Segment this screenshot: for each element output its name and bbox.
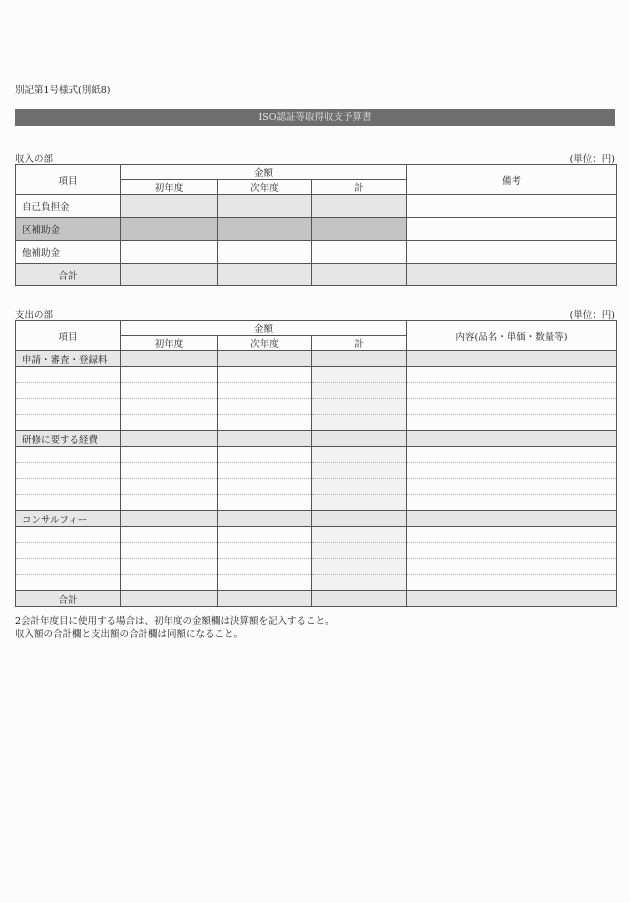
income-table [15, 164, 617, 286]
expense-details-cell[interactable] [407, 527, 617, 543]
expense-cell[interactable] [312, 351, 407, 367]
expense-total-cell[interactable] [312, 527, 407, 543]
income-cell[interactable] [312, 241, 407, 264]
expense-header-item: 項目 [16, 321, 121, 351]
table-row [16, 218, 617, 241]
expense-total-cell[interactable] [312, 495, 407, 511]
expense-header-total: 計 [312, 336, 407, 351]
expense-header-first-year: 初年度 [121, 336, 218, 351]
expense-header-amount: 金額 [121, 321, 407, 336]
expense-cell[interactable] [218, 511, 312, 527]
expense-cell[interactable] [16, 527, 121, 543]
income-row-label: 自己負担金 [16, 195, 121, 218]
expense-header-next-year: 次年度 [218, 336, 312, 351]
expense-cell[interactable] [121, 575, 218, 591]
expense-cell[interactable] [218, 351, 312, 367]
expense-unit-label: (単位：円) [569, 310, 615, 321]
expense-cell[interactable] [312, 431, 407, 447]
expense-cell[interactable] [121, 479, 218, 495]
expense-header-details: 内容(品名・単価・数量等) [407, 321, 617, 351]
expense-cell[interactable] [121, 463, 218, 479]
income-cell[interactable] [312, 195, 407, 218]
expense-cell[interactable] [16, 447, 121, 463]
income-header-total: 計 [312, 180, 407, 195]
table-row [16, 367, 617, 383]
income-cell[interactable] [121, 218, 218, 241]
income-header-next-year: 次年度 [218, 180, 312, 195]
expense-total-cell[interactable] [312, 559, 407, 575]
income-section-label: 収入の部 [15, 154, 54, 165]
expense-cell[interactable] [407, 511, 617, 527]
expense-details-cell[interactable] [407, 463, 617, 479]
expense-cell[interactable] [121, 447, 218, 463]
expense-cell[interactable] [16, 543, 121, 559]
table-row [16, 383, 617, 399]
income-unit-label: (単位：円) [569, 154, 615, 165]
expense-total-cell[interactable] [312, 463, 407, 479]
expense-cell[interactable] [121, 527, 218, 543]
expense-total-details[interactable] [407, 591, 617, 607]
document-title: ISO認証等取得収支予算書 [15, 109, 615, 126]
income-total-cell[interactable] [312, 264, 407, 286]
expense-cell[interactable] [121, 431, 218, 447]
table-row [16, 543, 617, 559]
expense-details-cell[interactable] [407, 559, 617, 575]
table-row [16, 479, 617, 495]
expense-cell[interactable] [218, 463, 312, 479]
table-row [16, 195, 617, 218]
expense-section-label: 支出の部 [15, 310, 54, 321]
expense-total-cell[interactable] [312, 575, 407, 591]
expense-cell[interactable] [218, 367, 312, 383]
expense-total-cell[interactable] [312, 415, 407, 431]
income-cell[interactable] [312, 218, 407, 241]
income-remarks-cell[interactable] [407, 218, 617, 241]
expense-cell[interactable] [218, 447, 312, 463]
note-line: 2会計年度目に使用する場合は、初年度の金額欄は決算額を記入すること。 [15, 616, 335, 627]
expense-total-cell[interactable] [312, 591, 407, 607]
income-header-first-year: 初年度 [121, 180, 218, 195]
expense-cell[interactable] [218, 415, 312, 431]
expense-details-cell[interactable] [407, 575, 617, 591]
expense-table [15, 320, 617, 607]
expense-cell[interactable] [218, 479, 312, 495]
income-cell[interactable] [121, 241, 218, 264]
expense-category-label: 申請・審査・登録料 [16, 351, 121, 367]
income-row-label: 他補助金 [16, 241, 121, 264]
income-total-remarks[interactable] [407, 264, 617, 286]
table-row [16, 241, 617, 264]
income-remarks-cell[interactable] [407, 241, 617, 264]
expense-total-cell[interactable] [218, 591, 312, 607]
expense-cell[interactable] [407, 351, 617, 367]
expense-cell[interactable] [16, 463, 121, 479]
expense-total-cell[interactable] [121, 591, 218, 607]
income-total-label: 合計 [16, 264, 121, 286]
table-row [16, 495, 617, 511]
table-row [16, 575, 617, 591]
expense-cell[interactable] [16, 399, 121, 415]
expense-cell[interactable] [218, 431, 312, 447]
expense-cell[interactable] [218, 495, 312, 511]
expense-cell[interactable] [16, 575, 121, 591]
income-header-amount: 金額 [121, 165, 407, 180]
expense-cell[interactable] [218, 559, 312, 575]
expense-cell[interactable] [16, 559, 121, 575]
expense-cell[interactable] [16, 415, 121, 431]
expense-details-cell[interactable] [407, 495, 617, 511]
expense-total-cell[interactable] [312, 447, 407, 463]
income-cell[interactable] [218, 195, 312, 218]
expense-cell[interactable] [121, 415, 218, 431]
expense-cell[interactable] [121, 559, 218, 575]
expense-cell[interactable] [16, 383, 121, 399]
expense-cell[interactable] [312, 511, 407, 527]
expense-cell[interactable] [16, 367, 121, 383]
expense-cell[interactable] [218, 383, 312, 399]
expense-cell[interactable] [121, 543, 218, 559]
expense-category-label: 研修に要する経費 [16, 431, 121, 447]
expense-cell[interactable] [218, 575, 312, 591]
income-cell[interactable] [121, 195, 218, 218]
note-line: 収入額の合計欄と支出額の合計欄は同額になること。 [15, 629, 244, 640]
income-header-remarks: 備考 [407, 165, 617, 195]
income-header-item: 項目 [16, 165, 121, 195]
table-row [16, 447, 617, 463]
table-row [16, 527, 617, 543]
income-remarks-cell[interactable] [407, 195, 617, 218]
expense-category-label: コンサルフィー [16, 511, 121, 527]
table-row [16, 415, 617, 431]
expense-cell[interactable] [16, 495, 121, 511]
expense-cell[interactable] [407, 431, 617, 447]
income-total-row [16, 264, 617, 286]
form-label: 別記第1号様式(別紙8) [15, 85, 111, 96]
expense-cell[interactable] [121, 495, 218, 511]
expense-details-cell[interactable] [407, 415, 617, 431]
expense-total-cell[interactable] [312, 543, 407, 559]
income-cell[interactable] [218, 218, 312, 241]
expense-cell[interactable] [121, 351, 218, 367]
table-row [16, 399, 617, 415]
expense-category-row [16, 351, 617, 367]
table-row [16, 463, 617, 479]
expense-cell[interactable] [121, 383, 218, 399]
expense-details-cell[interactable] [407, 367, 617, 383]
expense-cell[interactable] [218, 399, 312, 415]
expense-cell[interactable] [121, 399, 218, 415]
expense-details-cell[interactable] [407, 543, 617, 559]
expense-total-cell[interactable] [312, 479, 407, 495]
expense-cell[interactable] [218, 527, 312, 543]
expense-category-row [16, 431, 617, 447]
income-total-cell[interactable] [218, 264, 312, 286]
table-row [16, 559, 617, 575]
notes [15, 615, 335, 641]
expense-cell[interactable] [218, 543, 312, 559]
expense-cell[interactable] [16, 479, 121, 495]
expense-total-cell[interactable] [312, 367, 407, 383]
expense-details-cell[interactable] [407, 383, 617, 399]
expense-total-row [16, 591, 617, 607]
expense-category-row [16, 511, 617, 527]
income-total-cell[interactable] [121, 264, 218, 286]
expense-details-cell[interactable] [407, 479, 617, 495]
expense-details-cell[interactable] [407, 447, 617, 463]
expense-total-label: 合計 [16, 591, 121, 607]
expense-cell[interactable] [121, 367, 218, 383]
expense-total-cell[interactable] [312, 383, 407, 399]
income-row-label: 区補助金 [16, 218, 121, 241]
expense-details-cell[interactable] [407, 399, 617, 415]
expense-total-cell[interactable] [312, 399, 407, 415]
income-cell[interactable] [218, 241, 312, 264]
expense-cell[interactable] [121, 511, 218, 527]
